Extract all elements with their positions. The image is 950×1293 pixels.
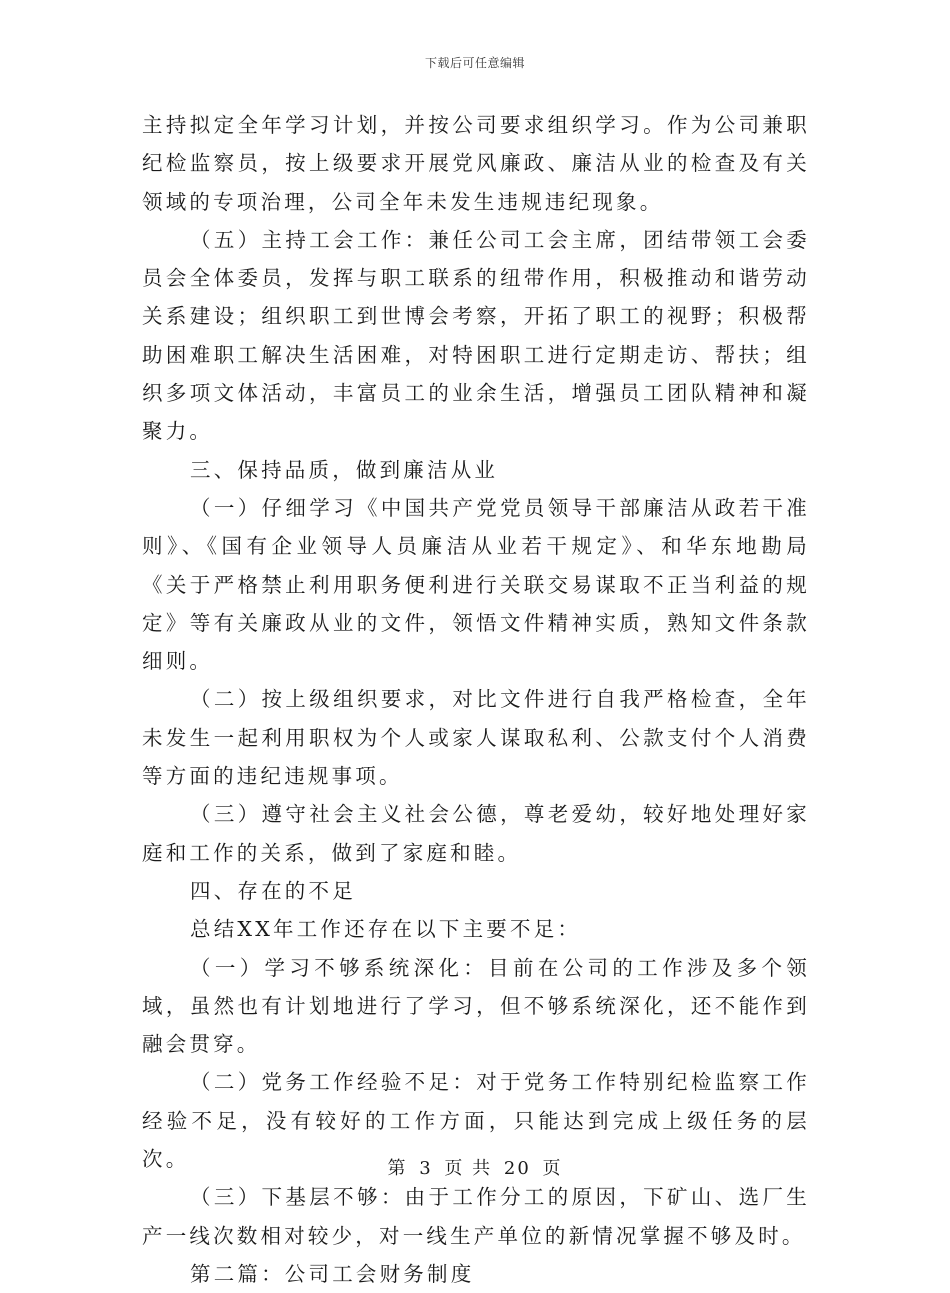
paragraph: （一）学习不够系统深化：目前在公司的工作涉及多个领域，虽然也有计划地进行了学习，但不够系统深化，还不能作到融会贯穿。 [142, 955, 810, 1057]
footer-suffix: 页 [542, 1158, 563, 1179]
footer-middle: 页 共 [444, 1158, 493, 1179]
paragraph: 总结XX年工作还存在以下主要不足： [190, 917, 582, 942]
page-footer [0, 1154, 950, 1180]
paragraph: （五）主持工会工作：兼任公司工会主席，团结带领工会委员会全体委员，发挥与职工联系的纽带作用，积极推动和谐劳动关系建设；组织职工到世博会考察，开拓了职工的视野；积极帮助困难职工解决生活困难，对特困职工进行定期走访、帮扶；组织多项文体活动，丰富员工的业余生活，增强员工团队精神和凝聚力。 [142, 227, 810, 444]
footer-prefix: 第 [387, 1158, 408, 1179]
chapter-heading: 第二篇：公司工会财务制度 [190, 1261, 475, 1286]
paragraph: （二）按上级组织要求，对比文件进行自我严格检查，全年未发生一起利用职权为个人或家人谋取私利、公款支付个人消费等方面的违纪违规事项。 [142, 687, 810, 789]
page-header: 下载后可任意编辑 [424, 56, 525, 70]
paragraph: 主持拟定全年学习计划，并按公司要求组织学习。作为公司兼职纪检监察员，按上级要求开展党风廉政、廉洁从业的检查及有关领域的专项治理，公司全年未发生违规违纪现象。 [142, 113, 810, 214]
paragraph: （三）遵守社会主义社会公德，尊老爱幼，较好地处理好家庭和工作的关系，做到了家庭和睦。 [142, 802, 810, 865]
section-heading: 四、存在的不足 [190, 878, 356, 903]
section-heading: 三、保持品质，做到廉洁从业 [190, 457, 499, 482]
paragraph: （三）下基层不够：由于工作分工的原因，下矿山、选厂生产一线次数相对较少，对一线生产单位的新情况掌握不够及时。 [142, 1185, 810, 1248]
paragraph: （一）仔细学习《中国共产党党员领导干部廉洁从政若干准则》、《国有企业领导人员廉洁从业若干规定》、和华东地勘局《关于严格禁止利用职务便利进行关联交易谋取不正当利益的规定》等有关廉政从业的文件，领悟文件精神实质，熟知文件条款细则。 [142, 495, 810, 674]
document-body [142, 106, 810, 1293]
current-page-number: 3 [419, 1158, 433, 1179]
paragraph: （二）党务工作经验不足：对于党务工作特别纪检监察工作经验不足，没有较好的工作方面，只能达到完成上级任务的层次。 [142, 1070, 810, 1172]
total-pages-number: 20 [503, 1158, 531, 1179]
